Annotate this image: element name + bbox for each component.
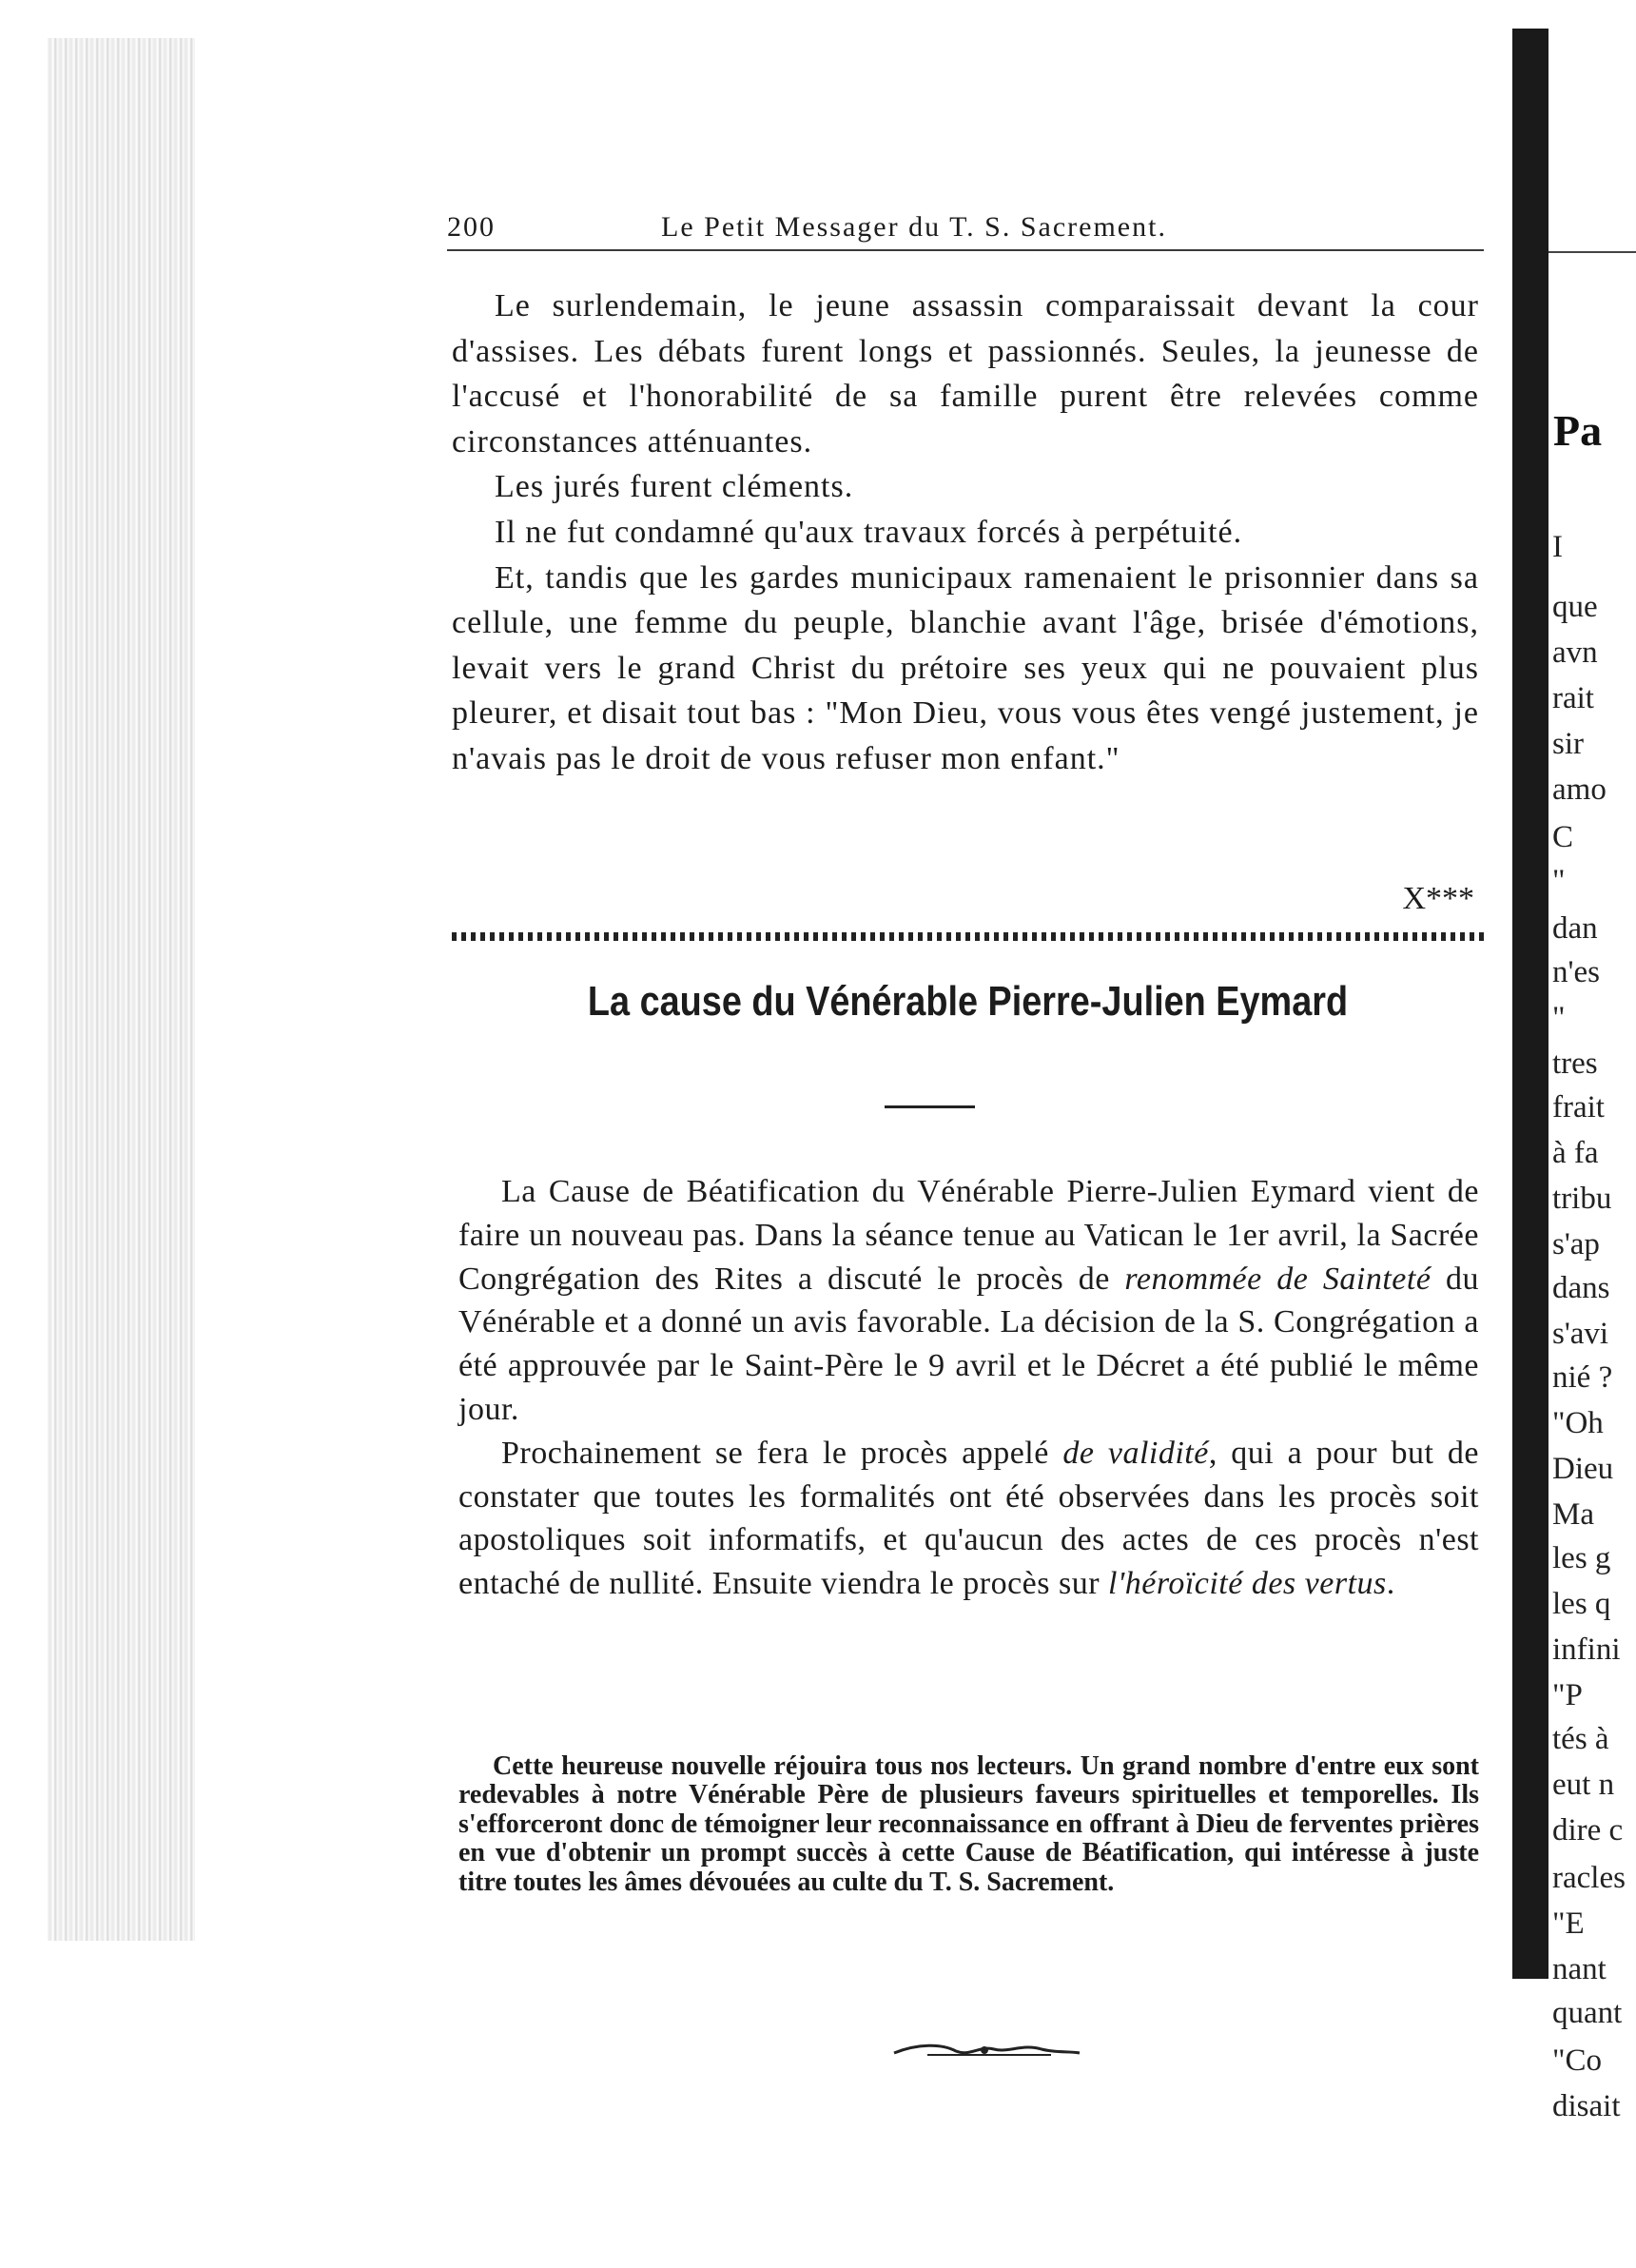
- right-page-fragment: [1548, 38, 1636, 2123]
- right-page-line: infini: [1552, 1633, 1621, 1667]
- right-page-line: les q: [1552, 1587, 1611, 1621]
- right-page-line: tres: [1552, 1046, 1598, 1081]
- article-text: [458, 1170, 1479, 1606]
- right-page-line: ": [1552, 1001, 1566, 1035]
- running-header: [447, 211, 1484, 249]
- article-notice: [458, 1752, 1479, 1897]
- right-page-line: dan: [1552, 911, 1598, 946]
- right-page-line: frait: [1552, 1090, 1605, 1124]
- right-title-fragment: Pa: [1553, 406, 1603, 455]
- right-page-line: tribu: [1552, 1182, 1612, 1216]
- header-rule: [447, 249, 1484, 251]
- right-page-line: s'avi: [1552, 1317, 1609, 1351]
- right-page-line: C: [1552, 820, 1574, 854]
- ornament-icon: [889, 2038, 1084, 2064]
- story-paragraph: Il ne fut condamné qu'aux travaux forcés à perpétuité.: [495, 514, 1243, 550]
- right-page-line: à fa: [1552, 1136, 1599, 1170]
- right-page-line: "Oh: [1552, 1406, 1604, 1440]
- section-divider: [452, 932, 1484, 941]
- notice-paragraph: Cette heureuse nouvelle réjouira tous nos lecteurs. Un grand nombre d'entre eux sont redevables à notre Vénérable Père de plusieurs faveurs spirituelles et temporelles. Ils s'efforceront donc de témoigner leur reconnaissance en offrant à Dieu de ferventes prières en vue d'obtenir un prompt succès à cette Cause de Béatification, qui intéresse à juste titre toutes les âmes dévouées au culte du T. S. Sacrement.: [458, 1751, 1479, 1897]
- story-paragraph: Les jurés furent cléments.: [495, 469, 854, 505]
- story-paragraph: Le surlendemain, le jeune assassin comparaissait devant la cour d'assises. Les débats furent longs et passionnés. Seules, la jeunesse de l'accusé et l'honorabilité de sa famille purent être relevées comme circonstances atténuantes.: [452, 288, 1479, 459]
- right-page-line: sir: [1552, 727, 1584, 761]
- right-page-line: les g: [1552, 1541, 1611, 1575]
- book-gutter: [1512, 29, 1548, 1979]
- right-page-line: que: [1552, 590, 1598, 624]
- right-page-line: n'es: [1552, 955, 1600, 989]
- article-paragraph: Prochainement se fera le procès appelé de validité, qui a pour but de constater que toutes les formalités ont été observées dans les procès soit apostoliques soit informatifs, et qu'aucun des actes de ces procès n'est entaché de nullité. Ensuite viendra le procès sur l'héroïcité des vertus.: [458, 1435, 1479, 1602]
- book-page-edges: [48, 38, 200, 1941]
- right-page-line: racles: [1552, 1861, 1626, 1895]
- right-page-line: Ma: [1552, 1497, 1594, 1532]
- right-page-line: disait: [1552, 2089, 1621, 2123]
- right-page-line: amo: [1552, 772, 1607, 807]
- right-page-line: dire c: [1552, 1813, 1624, 1848]
- article-title: La cause du Vénérable Pierre-Julien Eymard: [587, 978, 1349, 1025]
- right-page-line: nant: [1552, 1952, 1607, 1986]
- right-page-line: rait: [1552, 681, 1594, 715]
- right-page-line: dans: [1552, 1271, 1610, 1305]
- right-page-line: quant: [1552, 1996, 1623, 2030]
- right-page-line: Dieu: [1552, 1452, 1614, 1486]
- right-page-line: "Co: [1552, 2043, 1602, 2078]
- running-title: Le Petit Messager du T. S. Sacrement.: [661, 211, 1167, 243]
- page-number: 200: [447, 211, 496, 243]
- article-paragraph: La Cause de Béatification du Vénérable Pierre-Julien Eymard vient de faire un nouveau pas. Dans la séance tenue au Vatican le 1er avril, la Sacrée Congrégation des Rites a discuté le procès de renommée de Sainteté du Vénérable et a donné un avis favorable. La décision de la S. Congrégation a été approuvée par le Saint-Père le 9 avril et le Décret a été publié le même jour.: [458, 1174, 1479, 1427]
- right-page-line: nié ?: [1552, 1360, 1613, 1395]
- right-page-line: I: [1552, 530, 1563, 564]
- right-page-line: s'ap: [1552, 1227, 1600, 1261]
- story-paragraph: Et, tandis que les gardes municipaux ramenaient le prisonnier dans sa cellule, une femme du peuple, blanchie avant l'âge, brisée d'émotions, levait vers le grand Christ du prétoire ses yeux qui ne pouvaient plus pleurer, et disait tout bas : "Mon Dieu, vous vous êtes vengé justement, je n'avais pas le droit de vous refuser mon enfant.": [452, 559, 1479, 776]
- right-page-line: "E: [1552, 1906, 1585, 1941]
- right-header-rule: [1548, 251, 1636, 253]
- story-text: [452, 284, 1479, 782]
- right-page-line: ": [1552, 864, 1566, 898]
- story-signature: X***: [1402, 881, 1474, 916]
- right-page-line: "P: [1552, 1678, 1583, 1712]
- right-page-line: eut n: [1552, 1768, 1615, 1802]
- right-page-line: avn: [1552, 635, 1598, 670]
- right-page-line: tés à: [1552, 1722, 1609, 1756]
- title-rule: [885, 1105, 975, 1108]
